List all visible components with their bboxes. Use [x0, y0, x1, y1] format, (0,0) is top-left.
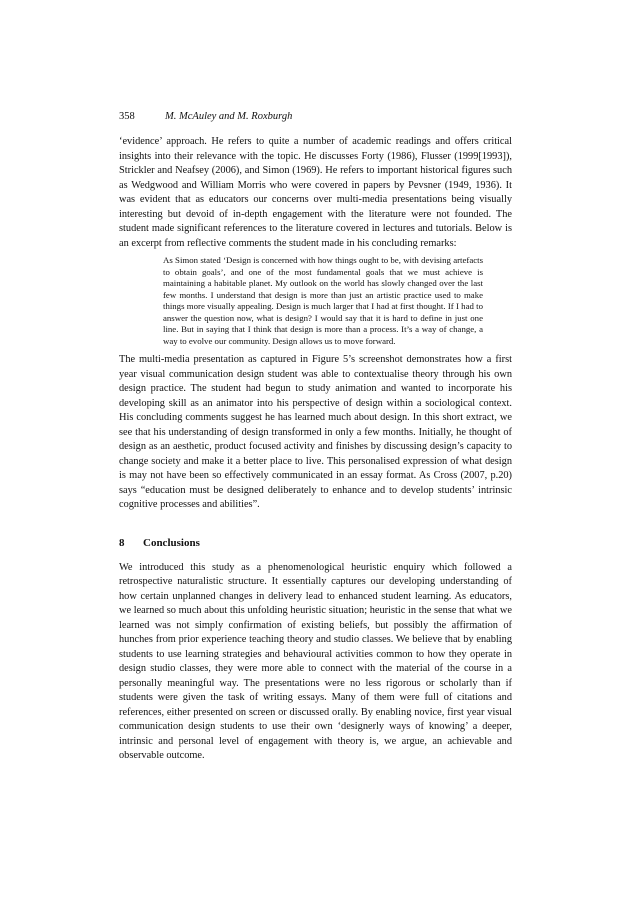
section-number: 8 [119, 536, 125, 549]
running-header [119, 110, 512, 124]
page-number: 358 [119, 111, 135, 122]
section-heading [119, 536, 512, 550]
document-page [119, 110, 512, 768]
body-paragraph-evidence: ‘evidence’ approach. He refers to quite a number of academic readings and offers critical insights into their relevance with the topic. He discusses Forty (1986), Flusser (1999[1993]), Strickler and Neafsey (2006), and Simon (1969). He refers to important historical figures such as Wedgwood and William Morris who were covered in papers by Pevsner (1949, 1936). It was evident that as educators our concerns over multi-media presentations being visually interesting but devoid of in-depth engagement with the literature were not founded. The student made significant references to the literature covered in lectures and tutorials. Below is an excerpt from reflective comments the student made in his concluding remarks: [119, 136, 512, 249]
block-quote: As Simon stated ‘Design is concerned with how things ought to be, with devising artefacts to obtain goals’, and one of the most fundamental goals that we must achieve is maintaining a habitable planet. My outlook on the world has slowly changed over the last few months. I understand that design is more than just an artistic practice used to make things more visually appealing. Design is much larger that I had at first thought. If I had to answer the question now, what is design? I would say that it is hard to define in just one line. But in saying that I think that design is more than a process. It’s a way of change, a way to evolve our community. Design allows us to move forward. [163, 255, 483, 346]
body-paragraph-multimedia: The multi-media presentation as captured in Figure 5’s screenshot demonstrates how a first year visual communication design student was able to contextualise theory through his own design practice. The student had begun to study animation and wanted to incorporate his developing skill as an animator into his perspective of design within a sociological context. His concluding comments suggest he has learned much about design. In this short extract, we see that his understanding of design transformed in only a few months. Initially, he thought of design as an aesthetic, product focused activity and finishes by discussing design’s capacity to change society and make it a better place to live. This personalised expression of what design is may not have been so effectively communicated in an essay format. As Cross (2007, p.20) says “education must be designed deliberately to enhance and to develop students’ intrinsic cognitive processes and abilities”. [119, 354, 512, 510]
conclusions-paragraph: We introduced this study as a phenomenological heuristic enquiry which followed a retrospective naturalistic structure. It essentially captures our developing understanding of how certain unplanned changes in delivery lead to enhanced student learning. As educators, we learned so much about this unfolding heuristic situation; heuristic in the sense that what we learned was not simply confirmation of existing beliefs, but possibly the affirmation of hunches from prior experience teaching theory and studio classes. We believe that by enabling students to use learning strategies and behavioural activities common to how they operate in design studio classes, they were more able to connect with the material of the course in a personally meaningful way. The presentations were no less rigorous or scholarly than if students were given the task of writing essays. Many of them were full of citations and references, either presented on screen or discussed orally. By enabling novice, first year visual communication design students to use their own ‘designerly ways of knowing’ a deeper, intrinsic and personal level of engagement with theory is, we argue, an achievable and observable outcome. [119, 561, 512, 761]
running-header-authors: M. McAuley and M. Roxburgh [165, 111, 293, 122]
section-title: Conclusions [143, 536, 200, 549]
